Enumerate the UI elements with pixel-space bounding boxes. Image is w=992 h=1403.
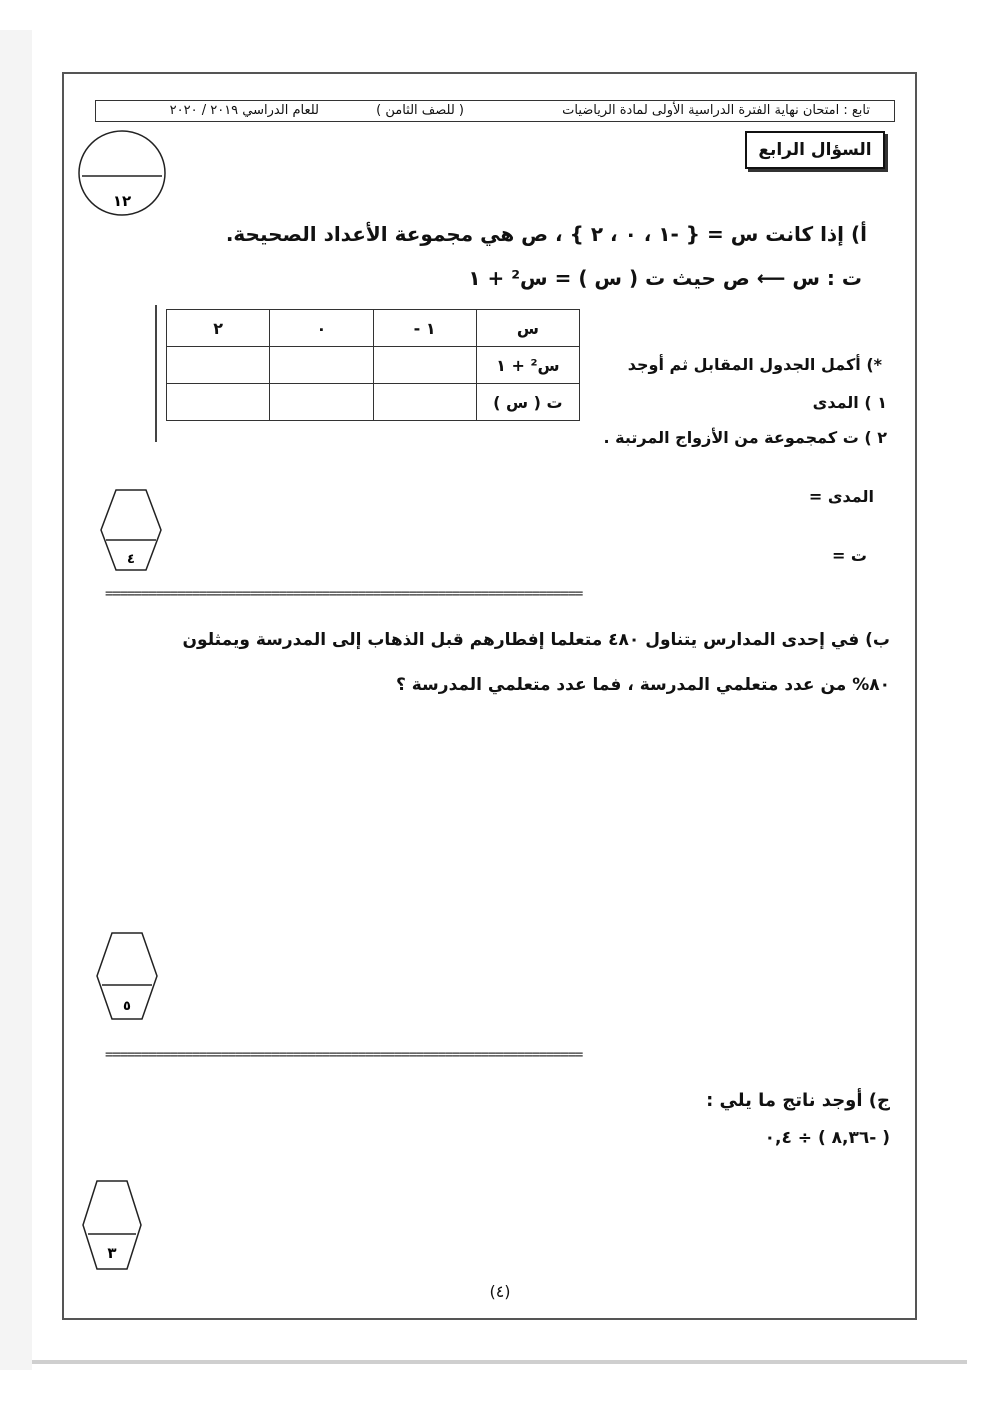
part-b-score-hexagon xyxy=(94,930,160,1022)
exam-header xyxy=(95,100,895,122)
part-b-line2: ٨٠% من عدد متعلمي المدرسة ، فما عدد متعلمي المدرسة ؟ xyxy=(395,675,890,695)
table-header-row xyxy=(167,310,580,347)
table-header-cell: ٢ xyxy=(167,310,270,347)
page-number: (٤) xyxy=(489,1282,511,1301)
part-a-item2: ٢ ) ت كمجموعة من الأزواج المرتبة . xyxy=(603,428,887,447)
separator-1: ================================================================== xyxy=(105,586,583,602)
part-a-line1: أ) إذا كانت س = { -١ ، ٠ ، ٢ } ، ص هي مجموعة الأعداد الصحيحة. xyxy=(225,222,867,246)
table-row-label: ت ( س ) xyxy=(476,384,579,421)
part-a-line2: ت : س ⟵ ص حيث ت ( س ) = س² + ١ xyxy=(468,266,862,290)
table-header-cell: س xyxy=(476,310,579,347)
scan-left-shade xyxy=(0,30,32,1370)
range-label: المدى = xyxy=(808,487,874,506)
question-title: السؤال الرابع xyxy=(745,131,885,169)
table-header-cell: ١ - xyxy=(373,310,476,347)
table-side-line xyxy=(155,305,157,442)
t-label: ت = xyxy=(831,546,867,565)
table-header-cell: ٠ xyxy=(270,310,373,347)
table-empty-cell[interactable] xyxy=(270,347,373,384)
table-row xyxy=(167,384,580,421)
table-empty-cell[interactable] xyxy=(373,384,476,421)
part-c-line1: ج) أوجد ناتج ما يلي : xyxy=(706,1090,890,1111)
part-c-score: ٣ xyxy=(107,1244,117,1262)
part-c-line2: ( -٨,٣٦ ) ÷ ٠,٤ xyxy=(764,1128,890,1148)
table-empty-cell[interactable] xyxy=(270,384,373,421)
table-row xyxy=(167,347,580,384)
values-table xyxy=(166,309,580,421)
total-score: ١٢ xyxy=(112,192,132,210)
separator-2: ================================================================== xyxy=(105,1047,583,1063)
total-score-circle xyxy=(76,128,168,218)
header-title: تابع : امتحان نهاية الفترة الدراسية الأولى لمادة الرياضيات xyxy=(562,103,870,118)
part-a-item1: ١ ) المدى xyxy=(812,393,887,412)
table-empty-cell[interactable] xyxy=(167,347,270,384)
header-year: للعام الدراسي ٢٠١٩ / ٢٠٢٠ xyxy=(169,103,319,118)
part-a-score: ٤ xyxy=(127,552,135,567)
scan-bottom-edge xyxy=(32,1360,967,1364)
header-grade: ( للصف الثامن ) xyxy=(376,103,464,118)
part-c-score-hexagon xyxy=(80,1178,144,1272)
table-empty-cell[interactable] xyxy=(373,347,476,384)
table-row-label: س² + ١ xyxy=(476,347,579,384)
table-empty-cell[interactable] xyxy=(167,384,270,421)
part-b-score: ٥ xyxy=(123,999,131,1014)
part-b-line1: ب) في إحدى المدارس يتناول ٤٨٠ متعلما إفطارهم قبل الذهاب إلى المدرسة ويمثلون xyxy=(182,630,890,650)
part-a-score-hexagon xyxy=(98,487,164,573)
part-a-instruction: *) أكمل الجدول المقابل ثم أوجد xyxy=(627,355,882,374)
